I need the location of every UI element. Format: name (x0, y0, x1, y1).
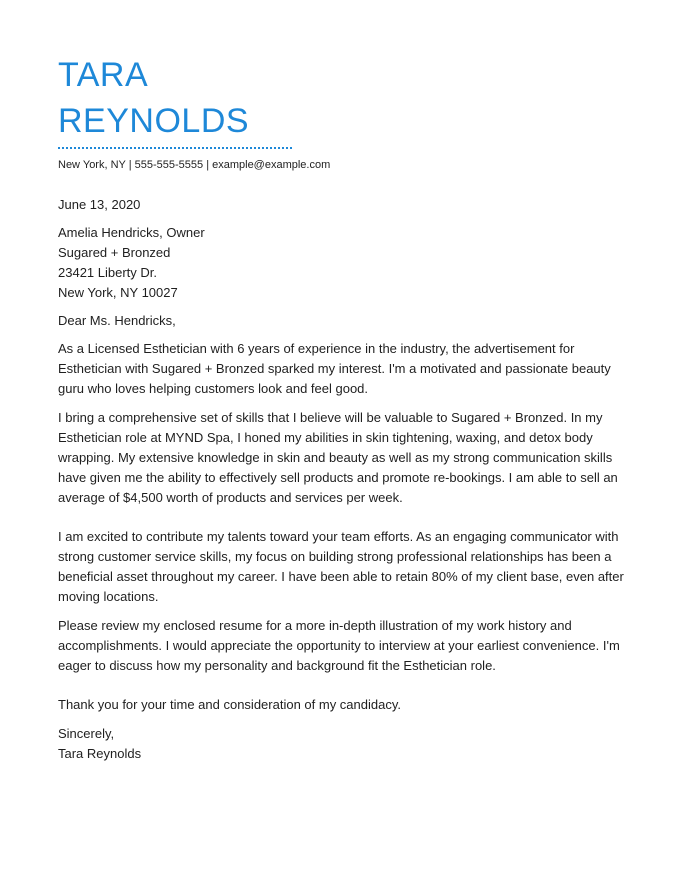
closing-line: Thank you for your time and consideration of my candidacy. (58, 697, 401, 712)
recipient-city: New York, NY 10027 (58, 285, 178, 300)
contact-info: New York, NY | 555-555-5555 | example@example.com (58, 159, 331, 171)
signoff: Sincerely, (58, 726, 115, 741)
signoff-block (58, 724, 628, 764)
header-divider (58, 147, 292, 149)
recipient-name: Amelia Hendricks, Owner (58, 225, 205, 240)
letter-date: June 13, 2020 (58, 197, 141, 212)
first-name: TARA (58, 56, 149, 94)
salutation: Dear Ms. Hendricks, (58, 313, 176, 328)
signature: Tara Reynolds (58, 746, 142, 761)
paragraph-contribution: I am excited to contribute my talents toward your team efforts. As an engaging communicator with strong customer service skills, my focus on building strong professional relationships has been a beneficial asset throughout my career. I have been able to retain 80% of my client base, even after moving locations. (58, 529, 624, 604)
recipient-address (58, 223, 628, 303)
applicant-name (58, 52, 249, 144)
recipient-company: Sugared + Bronzed (58, 245, 171, 260)
letter-body (58, 195, 628, 764)
paragraph-intro: As a Licensed Esthetician with 6 years of experience in the industry, the advertisement for Esthetician with Sugared + Bronzed sparked my interest. I'm a motivated and passionate beauty guru who loves helping customers look and feel good. (58, 341, 611, 396)
last-name: REYNOLDS (58, 102, 250, 140)
recipient-street: 23421 Liberty Dr. (58, 265, 158, 280)
paragraph-request: Please review my enclosed resume for a more in-depth illustration of my work history and accomplishments. I would appreciate the opportunity to interview at your earliest convenience. I'm eager to discuss how my personality and background fit the Esthetician role. (58, 618, 620, 673)
paragraph-skills: I bring a comprehensive set of skills that I believe will be valuable to Sugared + Bronzed. In my Esthetician role at MYND Spa, I honed my abilities in skin tightening, waxing, and detox body wrapping. My extensive knowledge in skin and beauty as well as my strong communication skills have given me the ability to effectively sell products and promote re-bookings. I am able to sell an average of $4,500 worth of products and services per week. (58, 410, 618, 505)
